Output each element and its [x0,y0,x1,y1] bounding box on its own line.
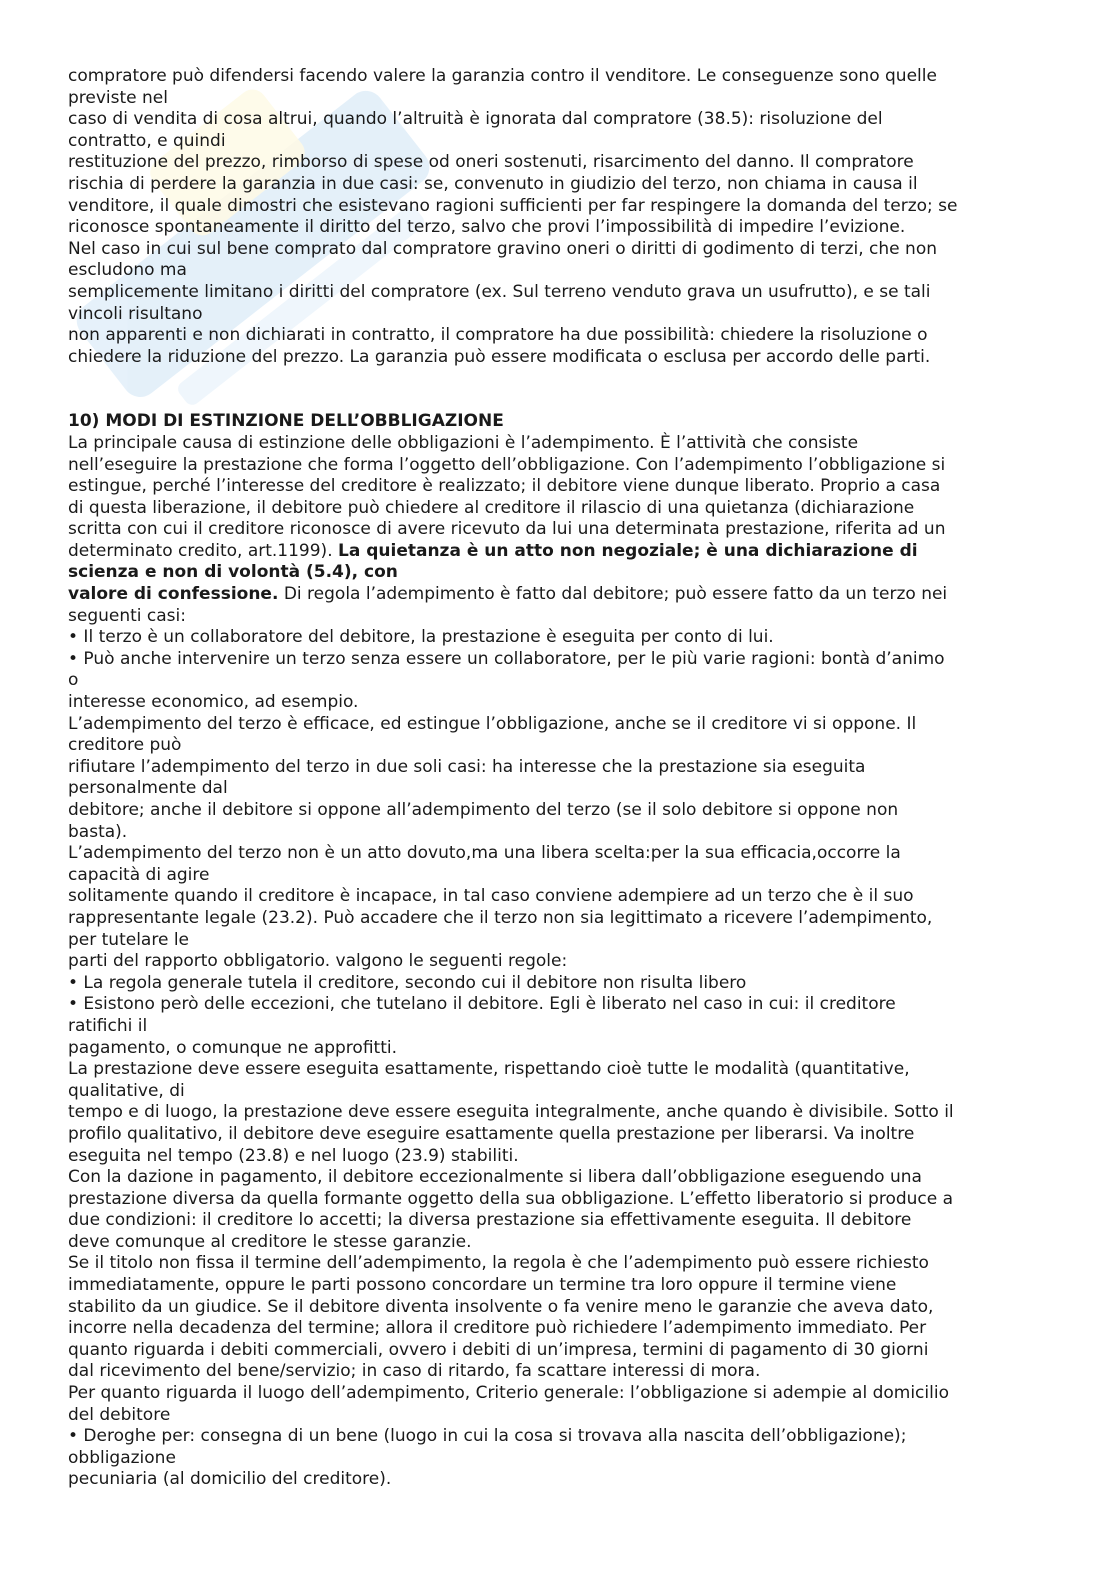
text-line: restituzione del prezzo, rimborso di spese od oneri sostenuti, risarcimento del danno. Il compratore [68,152,914,173]
text-line: riconosce spontaneamente il diritto del terzo, salvo che provi l’impossibilità di impedire l’evizione. [68,217,906,238]
text-line: basta). [68,821,128,842]
text-line: escludono ma [68,260,187,281]
text-line: Se il titolo non fissa il termine dell’adempimento, la regola è che l’adempimento può essere richiesto [68,1253,929,1274]
text-line: quanto riguarda i debiti commerciali, ovvero i debiti di un’impresa, termini di pagamento di 30 giorni [68,1339,929,1360]
text-line: • Può anche intervenire un terzo senza essere un collaboratore, per le più varie ragioni: bontà d’animo [68,648,945,669]
mixed-line-confessione [68,584,1058,606]
text-line: per tutelare le [68,929,190,950]
document-page [68,66,1058,1491]
text-line: • Esistono però delle eccezioni, che tutelano il debitore. Egli è liberato nel caso in cui: il creditore [68,994,896,1015]
text-line: interesse economico, ad esempio. [68,692,359,713]
text-line: prestazione diversa da quella formante oggetto della sua obbligazione. L’effetto liberatorio si produce a [68,1188,954,1209]
text-line: • Il terzo è un collaboratore del debitore, la prestazione è eseguita per conto di lui. [68,627,774,648]
mixed-line-quietanza [68,541,1058,563]
text-line: del debitore [68,1404,171,1425]
text-line: Con la dazione in pagamento, il debitore eccezionalmente si libera dall’obbligazione eseguendo una [68,1167,922,1188]
text-line: Per quanto riguarda il luogo dell’adempimento, Criterio generale: l’obbligazione si adempie al domicilio [68,1383,949,1404]
text-line: profilo qualitativo, il debitore deve eseguire esattamente quella prestazione per liberarsi. Va inoltre [68,1123,915,1144]
text-line: seguenti casi: [68,605,186,626]
text-line: La prestazione deve essere eseguita esattamente, rispettando cioè tutte le modalità (quantitative, [68,1059,910,1080]
text-line: incorre nella decadenza del termine; allora il creditore può richiedere l’adempimento immediato. Per [68,1318,927,1339]
section-estinzione-body [68,606,1058,1491]
section-spacer [68,368,1058,411]
text-line: L’adempimento del terzo non è un atto dovuto,ma una libera scelta:per la sua efficacia,occorre la [68,843,901,864]
text-line: qualitative, di [68,1080,185,1101]
text-line: tempo e di luogo, la prestazione deve essere eseguita integralmente, anche quando è divisibile. Sotto il [68,1102,954,1123]
text-line: non apparenti e non dichiarati in contratto, il compratore ha due possibilità: chiedere la risoluzione o [68,325,928,346]
text-plain: determinato credito, art.1199). [68,540,338,561]
text-line: dal ricevimento del bene/servizio; in caso di ritardo, fa scattare interessi di mora. [68,1361,761,1382]
text-line: rischia di perdere la garanzia in due casi: se, convenuto in giudizio del terzo, non chiama in causa il [68,173,918,194]
text-plain: Di regola l’adempimento è fatto dal debitore; può essere fatto da un terzo nei [278,584,948,605]
text-line: estingue, perché l’interesse del creditore è realizzato; il debitore viene dunque liberato. Proprio a casa [68,476,941,497]
text-line: pagamento, o comunque ne approfitti. [68,1037,397,1058]
bold-line-scienza: scienza e non di volontà (5.4), con [68,562,398,583]
text-line: stabilito da un giudice. Se il debitore diventa insolvente o fa venire meno le garanzie che aveva dato, [68,1296,934,1317]
section-heading: 10) MODI DI ESTINZIONE DELL’OBBLIGAZIONE [68,411,504,432]
text-line: due condizioni: il creditore lo accetti; la diversa prestazione sia effettivamente eseguita. Il debitore [68,1210,912,1231]
text-line: previste nel [68,87,168,108]
text-line: L’adempimento del terzo è efficace, ed estingue l’obbligazione, anche se il creditore vi si oppone. Il [68,713,917,734]
text-line: caso di vendita di cosa altrui, quando l’altruità è ignorata dal compratore (38.5): risoluzione del [68,109,883,130]
text-line: personalmente dal [68,778,228,799]
text-line: Nel caso in cui sul bene comprato dal compratore gravino oneri o diritti di godimento di terzi, che non [68,238,937,259]
text-line: parti del rapporto obbligatorio. valgono le seguenti regole: [68,951,568,972]
text-line: rifiutare l’adempimento del terzo in due soli casi: ha interesse che la prestazione sia eseguita [68,756,866,777]
text-line: pecuniaria (al domicilio del creditore). [68,1469,392,1490]
text-line: debitore; anche il debitore si oppone all’adempimento del terzo (se il solo debitore si oppone non [68,800,899,820]
text-line: chiedere la riduzione del prezzo. La garanzia può essere modificata o esclusa per accordo delle parti. [68,346,931,367]
text-line: immediatamente, oppure le parti possono concordare un termine tra loro oppure il termine viene [68,1275,897,1296]
text-line: obbligazione [68,1447,176,1468]
text-line: rappresentante legale (23.2). Può accadere che il terzo non sia legittimato a ricevere l’adempimento, [68,907,933,928]
text-line: scritta con cui il creditore riconosce di avere ricevuto da lui una determinata prestazione, riferita ad un [68,519,946,540]
text-line: nell’eseguire la prestazione che forma l’oggetto dell’obbligazione. Con l’adempimento l’obbligazione si [68,454,946,475]
text-line: contratto, e quindi [68,130,226,151]
text-line: La principale causa di estinzione delle obbligazioni è l’adempimento. È l’attività che consiste [68,432,859,453]
text-line: capacità di agire [68,864,210,885]
section-estinzione-intro [68,433,1058,541]
text-line: creditore può [68,735,182,756]
text-bold: La quietanza è un atto non negoziale; è una dichiarazione di [338,540,918,561]
text-line: solitamente quando il creditore è incapace, in tal caso conviene adempiere ad un terzo che è il suo [68,886,914,907]
text-line: venditore, il quale dimostri che esistevano ragioni sufficienti per far respingere la domanda del terzo; se [68,195,958,216]
text-line: o [68,670,79,691]
text-line: ratifichi il [68,1015,148,1036]
text-line: • La regola generale tutela il creditore, secondo cui il debitore non risulta libero [68,972,747,993]
text-line: eseguita nel tempo (23.8) e nel luogo (23.9) stabiliti. [68,1145,519,1166]
text-line: deve comunque al creditore le stesse garanzie. [68,1231,472,1252]
text-line: di questa liberazione, il debitore può chiedere al creditore il rilascio di una quietanza (dichiarazione [68,497,915,518]
text-line: semplicemente limitano i diritti del compratore (ex. Sul terreno venduto grava un usufrutto), e se tali [68,281,931,302]
text-line: vincoli risultano [68,303,203,324]
section-garanzia-continuation [68,66,1058,368]
text-line: compratore può difendersi facendo valere la garanzia contro il venditore. Le conseguenze sono quelle [68,66,937,86]
text-line: • Deroghe per: consegna di un bene (luogo in cui la cosa si trovava alla nascita dell’obbligazione); [68,1426,907,1447]
text-bold: valore di confessione. [68,584,279,605]
